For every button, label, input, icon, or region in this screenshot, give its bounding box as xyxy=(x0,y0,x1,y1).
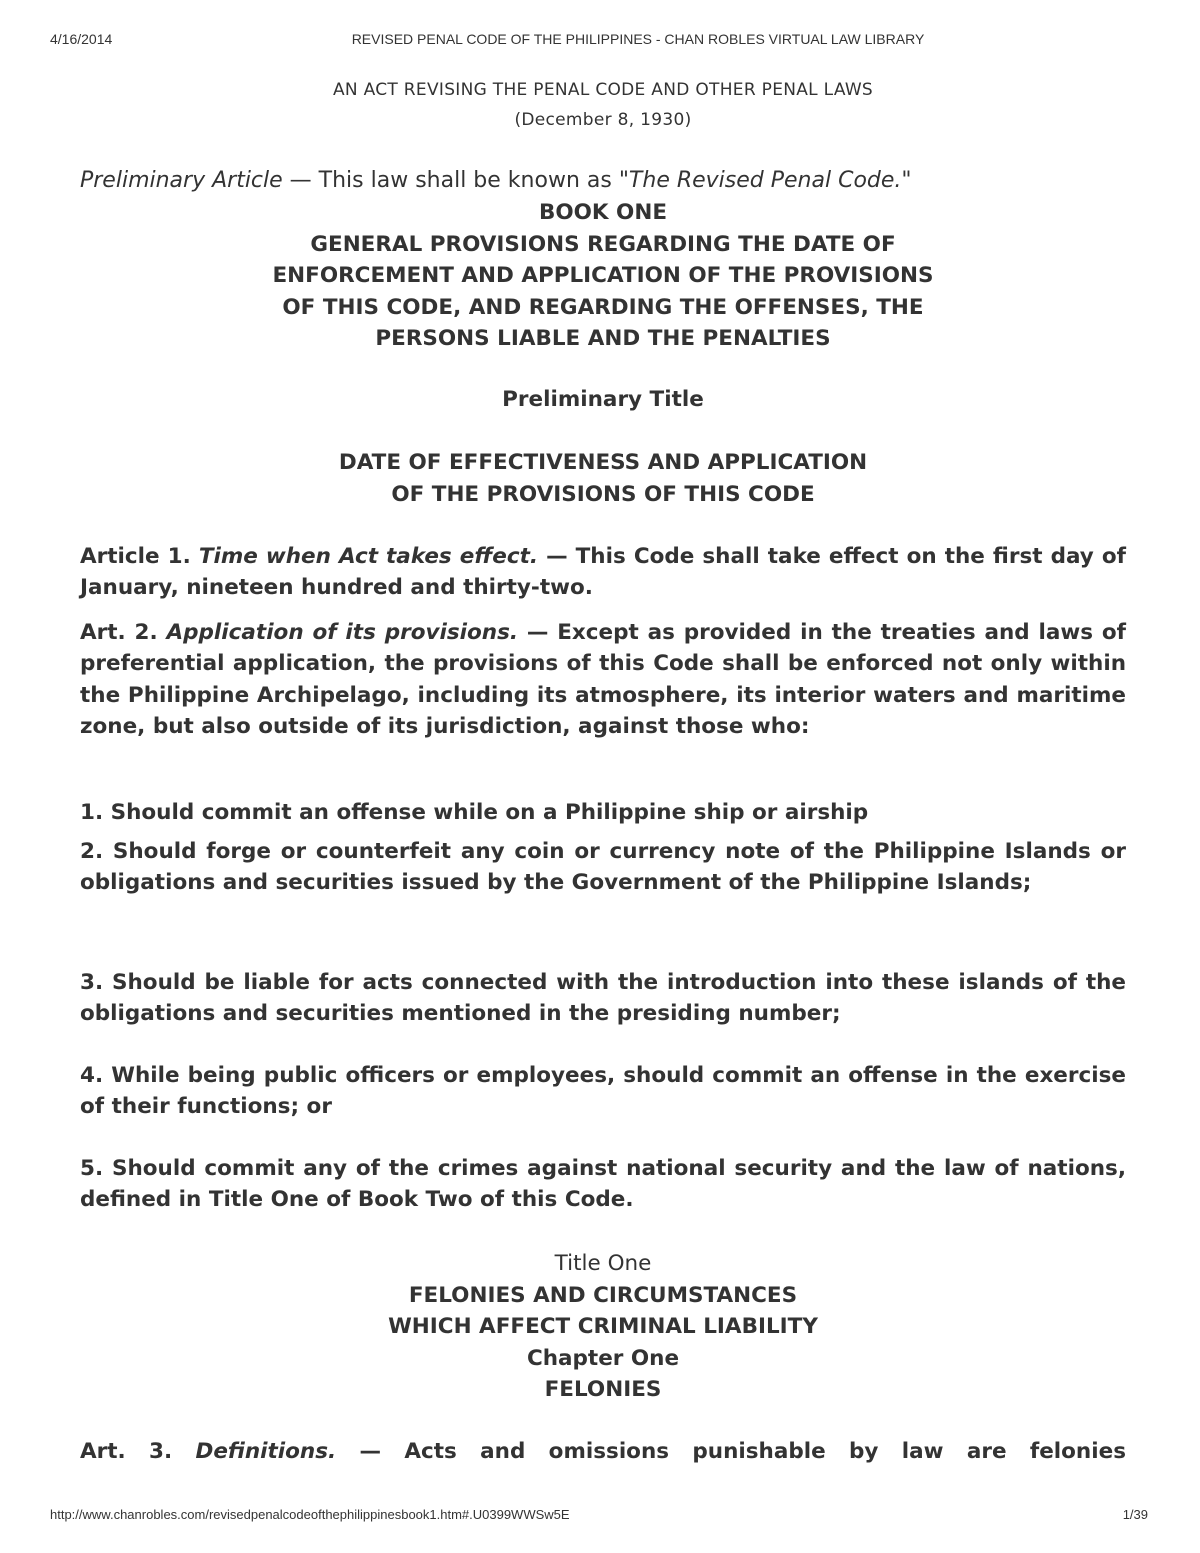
preliminary-article-label: Preliminary Article xyxy=(80,168,283,193)
article-3-label: Art. 3. xyxy=(80,1439,196,1464)
date-effectiveness-line: DATE OF EFFECTIVENESS AND APPLICATION xyxy=(338,450,868,475)
date-effectiveness-line: OF THE PROVISIONS OF THIS CODE xyxy=(391,481,815,507)
header-title: REVISED PENAL CODE OF THE PHILIPPINES - CHAN ROBLES VIRTUAL LAW LIBRARY xyxy=(351,31,925,47)
act-date: (December 8, 1930) xyxy=(514,110,692,130)
article-1 xyxy=(80,541,1126,604)
article-2 xyxy=(80,617,1126,742)
article-2-text: — Except as provided in the treaties and laws of preferential application, the provisions of this Code shall be enforced not only within the Philippine Archipelago, including its atmosphere, its interior waters and maritime zone, but also outside of its jurisdiction, against those who: xyxy=(80,620,1126,739)
date-effectiveness-heading xyxy=(80,447,1126,510)
article-1-label: Article 1. xyxy=(80,544,199,569)
article-3-heading: Definitions. xyxy=(195,1439,337,1464)
footer-url-link[interactable]: http://www.chanrobles.com/revisedpenalcodeofthephilippinesbook1.htm#.U0399WWSw5E xyxy=(50,1507,570,1522)
footer-page-number: 1/39 xyxy=(1122,1507,1148,1522)
title-one-label: Title One xyxy=(554,1251,652,1276)
article-2-heading: Application of its provisions. xyxy=(166,620,519,645)
list-item: 4. While being public officers or employees, should commit an offense in the exercise of their functions; or xyxy=(80,1063,1126,1120)
felonies-heading: FELONIES xyxy=(544,1377,662,1402)
article-1-heading: Time when Act takes effect. xyxy=(198,544,539,569)
preliminary-article-name: "The Revised Penal Code." xyxy=(618,168,912,193)
article-3-text: — Acts and omissions punishable by law are felonies xyxy=(336,1439,1126,1464)
book-one-subtitle-line: ENFORCEMENT AND APPLICATION OF THE PROVISIONS xyxy=(272,263,934,288)
article-1-text: — This Code shall take effect on the first day of January, nineteen hundred and thirty-two. xyxy=(80,544,1126,601)
book-one-heading xyxy=(80,197,1126,355)
header-date: 4/16/2014 xyxy=(50,31,113,47)
preliminary-article xyxy=(80,166,912,196)
title-one-subtitle-line: FELONIES AND CIRCUMSTANCES xyxy=(408,1282,798,1308)
book-one-title: BOOK ONE xyxy=(538,200,668,225)
title-one-subtitle-line: WHICH AFFECT CRIMINAL LIABILITY xyxy=(388,1314,818,1339)
book-one-subtitle-line: PERSONS LIABLE AND THE PENALTIES xyxy=(375,326,831,351)
list-item: 2. Should forge or counterfeit any coin or currency note of the Philippine Islands or obligations and securities issued by the Government of the Philippine Islands; xyxy=(80,839,1126,896)
chapter-one-label: Chapter One xyxy=(526,1345,680,1371)
title-one-heading xyxy=(80,1248,1126,1406)
act-title: AN ACT REVISING THE PENAL CODE AND OTHER PENAL LAWS xyxy=(332,80,874,100)
book-one-subtitle-line: GENERAL PROVISIONS REGARDING THE DATE OF xyxy=(310,231,896,257)
list-item: 5. Should commit any of the crimes against national security and the law of nations, defined in Title One of Book Two of this Code. xyxy=(80,1156,1126,1213)
act-heading xyxy=(80,75,1126,135)
list-item: 3. Should be liable for acts connected with the introduction into these islands of the obligations and securities mentioned in the presiding number; xyxy=(80,970,1126,1027)
preliminary-title: Preliminary Title xyxy=(502,387,704,412)
preliminary-article-text: — This law shall be known as xyxy=(282,168,619,193)
article-3 xyxy=(80,1436,1126,1467)
book-one-subtitle-line: OF THIS CODE, AND REGARDING THE OFFENSES, THE xyxy=(282,294,924,320)
list-item: 1. Should commit an offense while on a Philippine ship or airship xyxy=(80,800,869,825)
article-2-label: Art. 2. xyxy=(80,620,167,645)
